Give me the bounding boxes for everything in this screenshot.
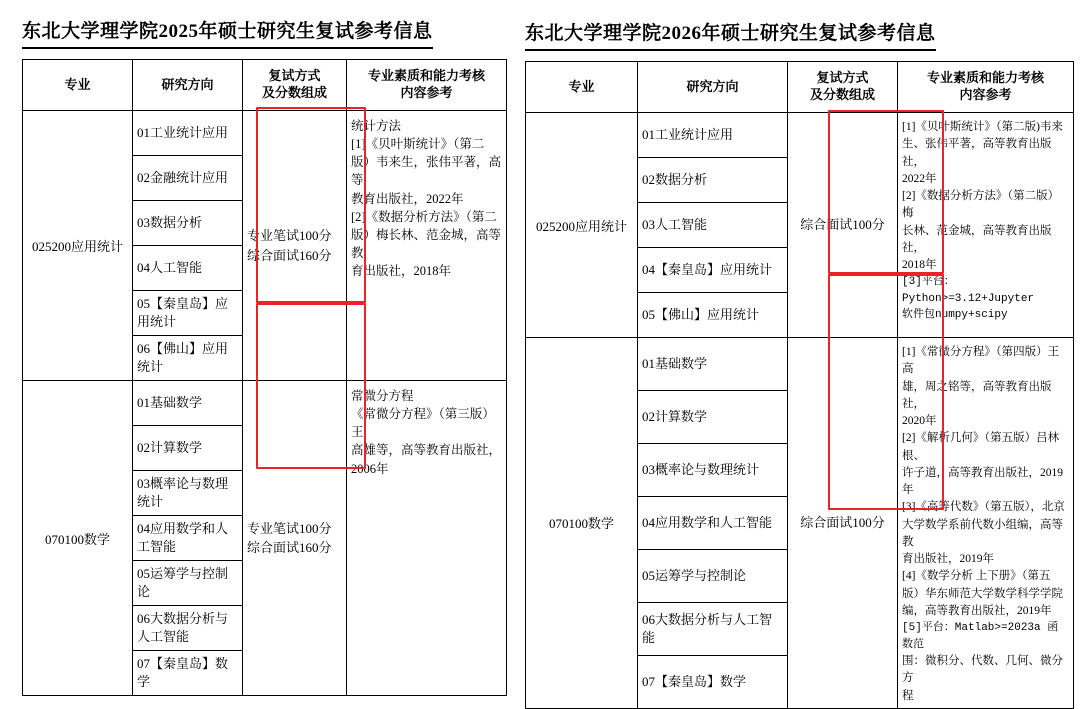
direction-cell: 07【秦皇岛】数学 bbox=[638, 655, 788, 708]
right-info-table bbox=[525, 61, 1074, 709]
table-row bbox=[526, 113, 1074, 158]
major-cell: 070100数学 bbox=[23, 381, 133, 696]
direction-cell: 01基础数学 bbox=[638, 338, 788, 391]
table-row bbox=[23, 381, 507, 426]
column-header-major: 专业 bbox=[23, 60, 133, 111]
column-header-reference: 专业素质和能力考核 内容参考 bbox=[898, 62, 1074, 113]
mode-cell: 专业笔试100分 综合面试160分 bbox=[243, 111, 347, 381]
reference-cell: [1]《贝叶斯统计》（第二版)韦来 生、张伟平著，高等教育出版社， 2022年 [2]《数据分析方法》（第二版）梅 长林、范金城，高等教育出版社， 2018年 [3]平台：Python>=3.12+Jupyter 软件包numpy+scipy bbox=[898, 113, 1074, 338]
direction-cell: 06大数据分析与人工智能 bbox=[133, 606, 243, 651]
direction-cell: 03概率论与数理统计 bbox=[638, 443, 788, 496]
left-document-panel bbox=[0, 0, 530, 696]
table-header-row bbox=[526, 62, 1074, 113]
direction-cell: 01工业统计应用 bbox=[638, 113, 788, 158]
direction-cell: 02数据分析 bbox=[638, 158, 788, 203]
right-document-panel bbox=[525, 0, 1080, 709]
direction-cell: 06【佛山】应用统计 bbox=[133, 336, 243, 381]
right-page-title: 东北大学理学院2026年硕士研究生复试参考信息 bbox=[525, 18, 936, 51]
left-page-title: 东北大学理学院2025年硕士研究生复试参考信息 bbox=[22, 16, 433, 49]
direction-cell: 03人工智能 bbox=[638, 203, 788, 248]
direction-cell: 05【佛山】应用统计 bbox=[638, 293, 788, 338]
direction-cell: 04应用数学和人工智能 bbox=[638, 496, 788, 549]
reference-cell: 常微分方程 《常微分方程》（第三版）王 高雄等，高等教育出版社， 2006年 bbox=[347, 381, 507, 696]
mode-cell: 专业笔试100分 综合面试160分 bbox=[243, 381, 347, 696]
direction-cell: 05运筹学与控制论 bbox=[133, 561, 243, 606]
direction-cell: 02金融统计应用 bbox=[133, 156, 243, 201]
direction-cell: 02计算数学 bbox=[638, 390, 788, 443]
column-header-mode: 复试方式 及分数组成 bbox=[243, 60, 347, 111]
direction-cell: 04【秦皇岛】应用统计 bbox=[638, 248, 788, 293]
direction-cell: 02计算数学 bbox=[133, 426, 243, 471]
column-header-direction: 研究方向 bbox=[638, 62, 788, 113]
direction-cell: 07【秦皇岛】数学 bbox=[133, 651, 243, 696]
column-header-mode: 复试方式 及分数组成 bbox=[788, 62, 898, 113]
reference-cell: 统计方法 [1]《贝叶斯统计》（第二 版）韦来生，张伟平著，高等 教育出版社，2022年 [2]《数据分析方法》（第二 版）梅长林、范金城，高等教 育出版社，2018年 bbox=[347, 111, 507, 381]
major-cell: 070100数学 bbox=[526, 338, 638, 709]
table-header-row bbox=[23, 60, 507, 111]
reference-cell: [1]《常微分方程》（第四版）王高 雄，周之铭等，高等教育出版社， 2020年 [2]《解析几何》（第五版）吕林根、 许子道，高等教育出版社，2019 年 [3]《高等代数》（第五版），北京 大学数学系前代数小组编，高等教 育出版社，2019年 [4]《数学分析 上下册》（第五 版）华东师范大学数学科学学院 编，高等教育出版社，2019年 [5]平台：Matlab>=2023a 函数范 围：微积分、代数、几何、微分方 程 bbox=[898, 338, 1074, 709]
direction-cell: 05【秦皇岛】应用统计 bbox=[133, 291, 243, 336]
major-cell: 025200应用统计 bbox=[526, 113, 638, 338]
direction-cell: 04应用数学和人工智能 bbox=[133, 516, 243, 561]
table-row bbox=[526, 338, 1074, 391]
direction-cell: 01工业统计应用 bbox=[133, 111, 243, 156]
mode-cell: 综合面试100分 bbox=[788, 113, 898, 338]
column-header-major: 专业 bbox=[526, 62, 638, 113]
mode-cell: 综合面试100分 bbox=[788, 338, 898, 709]
direction-cell: 06大数据分析与人工智能 bbox=[638, 602, 788, 655]
table-row bbox=[23, 111, 507, 156]
direction-cell: 05运筹学与控制论 bbox=[638, 549, 788, 602]
major-cell: 025200应用统计 bbox=[23, 111, 133, 381]
column-header-direction: 研究方向 bbox=[133, 60, 243, 111]
column-header-reference: 专业素质和能力考核 内容参考 bbox=[347, 60, 507, 111]
direction-cell: 03概率论与数理统计 bbox=[133, 471, 243, 516]
direction-cell: 01基础数学 bbox=[133, 381, 243, 426]
direction-cell: 04人工智能 bbox=[133, 246, 243, 291]
direction-cell: 03数据分析 bbox=[133, 201, 243, 246]
left-info-table bbox=[22, 59, 507, 696]
